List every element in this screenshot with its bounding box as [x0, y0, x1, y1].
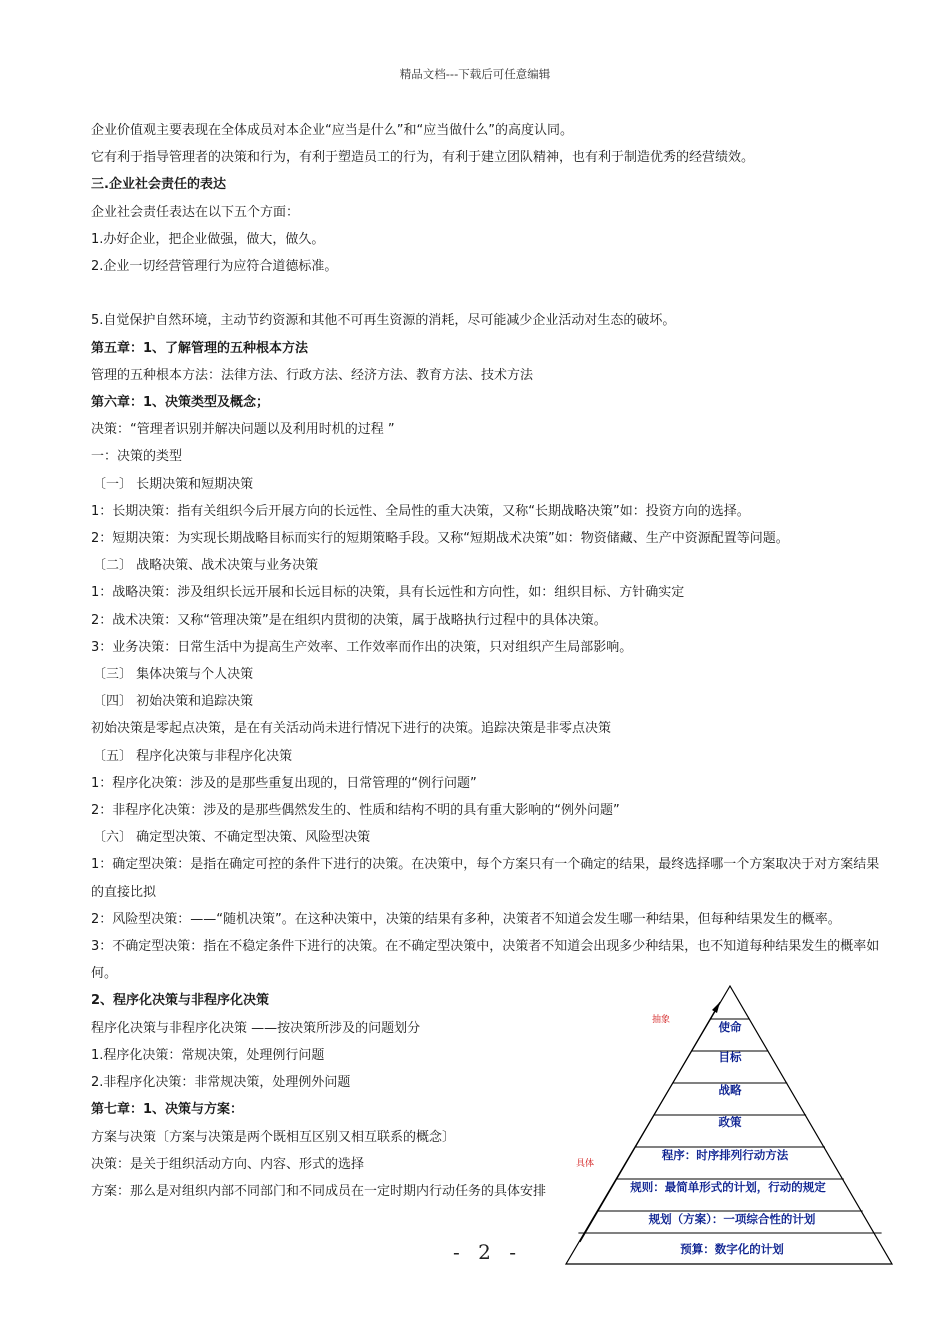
list-item: 2：非程序化决策：涉及的是那些偶然发生的、性质和结构不明的具有重大影响的“例外问题” — [91, 803, 620, 819]
list-item: 1：战略决策：涉及组织长远开展和长远目标的决策，具有长远性和方向性，如：组织目标、方针确实定 — [91, 585, 685, 601]
subheading: 〔六〕 确定型决策、不确定型决策、风险型决策 — [93, 830, 371, 846]
chapter-heading: 第五章：1、了解管理的五种根本方法 — [91, 340, 309, 356]
paragraph: 一：决策的类型 — [91, 449, 183, 465]
list-item: 5.自觉保护自然环境，主动节约资源和其他不可再生资源的消耗，尽可能减少企业活动对生态的破坏。 — [91, 313, 676, 329]
list-item: 2：战术决策：又称“管理决策”是在组织内贯彻的决策，属于战略执行过程中的具体决策。 — [91, 612, 607, 628]
paragraph: 方案与决策〔方案与决策是两个既相互区别又相互联系的概念〕 — [91, 1129, 456, 1145]
list-item: 1：程序化决策：涉及的是那些重复出现的，日常管理的“例行问题” — [91, 775, 477, 791]
paragraph: 它有利于指导管理者的决策和行为，有利于塑造员工的行为，有利于建立团队精神，也有利于制造优秀的经营绩效。 — [91, 150, 755, 166]
paragraph: 初始决策是零起点决策，是在有关活动尚未进行情况下进行的决策。追踪决策是非零点决策 — [91, 721, 612, 737]
page-number: - 2 - — [453, 1240, 522, 1264]
pyramid-level-mission: 使命 — [718, 1020, 742, 1034]
subheading: 〔三〕 集体决策与个人决策 — [93, 667, 254, 683]
pyramid-level-rules: 规则：最简单形式的计划，行动的规定 — [630, 1180, 826, 1194]
blank-line — [91, 280, 891, 307]
list-item: 1：确定型决策：是指在确定可控的条件下进行的决策。在决策中，每个方案只有一个确定的结果，最终选择哪一个方案取决于对方案结果的直接比拟 — [91, 857, 880, 900]
pyramid-level-procedure: 程序：时序排列行动方法 — [661, 1148, 789, 1162]
paragraph: 企业价值观主要表现在全体成员对本企业“应当是什么”和“应当做什么”的高度认同。 — [91, 123, 573, 138]
list-item: 1：长期决策：指有关组织今后开展方向的长远性、全局性的重大决策，又称“长期战略决策”如：投资方向的选择。 — [91, 503, 750, 519]
pyramid-level-policy: 政策 — [718, 1115, 742, 1129]
list-item: 1.办好企业，把企业做强，做大，做久。 — [91, 231, 325, 247]
pyramid-level-budget: 预算：数字化的计划 — [680, 1242, 784, 1256]
pyramid-level-strategy: 战略 — [718, 1083, 742, 1097]
chapter-heading: 第六章：1、决策类型及概念； — [91, 395, 270, 411]
concrete-label: 具体 — [576, 1159, 595, 1169]
planning-hierarchy-pyramid — [560, 980, 900, 1270]
paragraph: 企业社会责任表达在以下五个方面： — [91, 204, 300, 220]
subheading: 〔五〕 程序化决策与非程序化决策 — [93, 748, 293, 764]
section-heading: 三.企业社会责任的表达 — [91, 177, 226, 193]
pyramid-level-goal: 目标 — [718, 1050, 742, 1064]
page-header: 精品文档---下载后可任意编辑 — [399, 67, 551, 81]
list-item: 3：业务决策：日常生活中为提高生产效率、工作效率而作出的决策，只对组织产生局部影响。 — [91, 639, 633, 655]
paragraph: 程序化决策与非程序化决策 ——按决策所涉及的问题划分 — [91, 1020, 421, 1036]
list-item: 1.程序化决策：常规决策，处理例行问题 — [91, 1047, 325, 1063]
list-item: 2.非程序化决策：非常规决策，处理例外问题 — [91, 1075, 351, 1091]
subheading: 〔一〕 长期决策和短期决策 — [93, 476, 254, 492]
list-item: 2：短期决策：为实现长期战略目标而实行的短期策略手段。又称“短期战术决策”如：物资储藏、生产中资源配置等问题。 — [91, 531, 789, 547]
chapter-heading: 第七章：1、决策与方案： — [91, 1102, 244, 1118]
list-item: 2：风险型决策：——“随机决策”。在这种决策中，决策的结果有多种，决策者不知道会发生哪一种结果，但每种结果发生的概率。 — [91, 911, 841, 927]
list-item: 2.企业一切经营管理行为应符合道德标准。 — [91, 259, 338, 275]
list-item: 3：不确定型决策：指在不稳定条件下进行的决策。在不确定型决策中，决策者不知道会出现多少种结果，也不知道每种结果发生的概率如何。 — [91, 939, 880, 982]
section-heading: 2、程序化决策与非程序化决策 — [91, 993, 270, 1009]
pyramid-level-program: 规划（方案）：一项综合性的计划 — [648, 1212, 816, 1226]
paragraph: 方案：那么是对组织内部不同部门和不同成员在一定时期内行动任务的具体安排 — [91, 1183, 547, 1199]
subheading: 〔四〕 初始决策和追踪决策 — [93, 694, 254, 710]
abstract-label: 抽象 — [652, 1015, 671, 1025]
paragraph: 决策：“管理者识别并解决问题以及利用时机的过程 ” — [91, 422, 395, 438]
paragraph: 管理的五种根本方法：法律方法、行政方法、经济方法、教育方法、技术方法 — [91, 367, 534, 383]
subheading: 〔二〕 战略决策、战术决策与业务决策 — [93, 558, 319, 574]
paragraph: 决策：是关于组织活动方向、内容、形式的选择 — [91, 1156, 365, 1172]
